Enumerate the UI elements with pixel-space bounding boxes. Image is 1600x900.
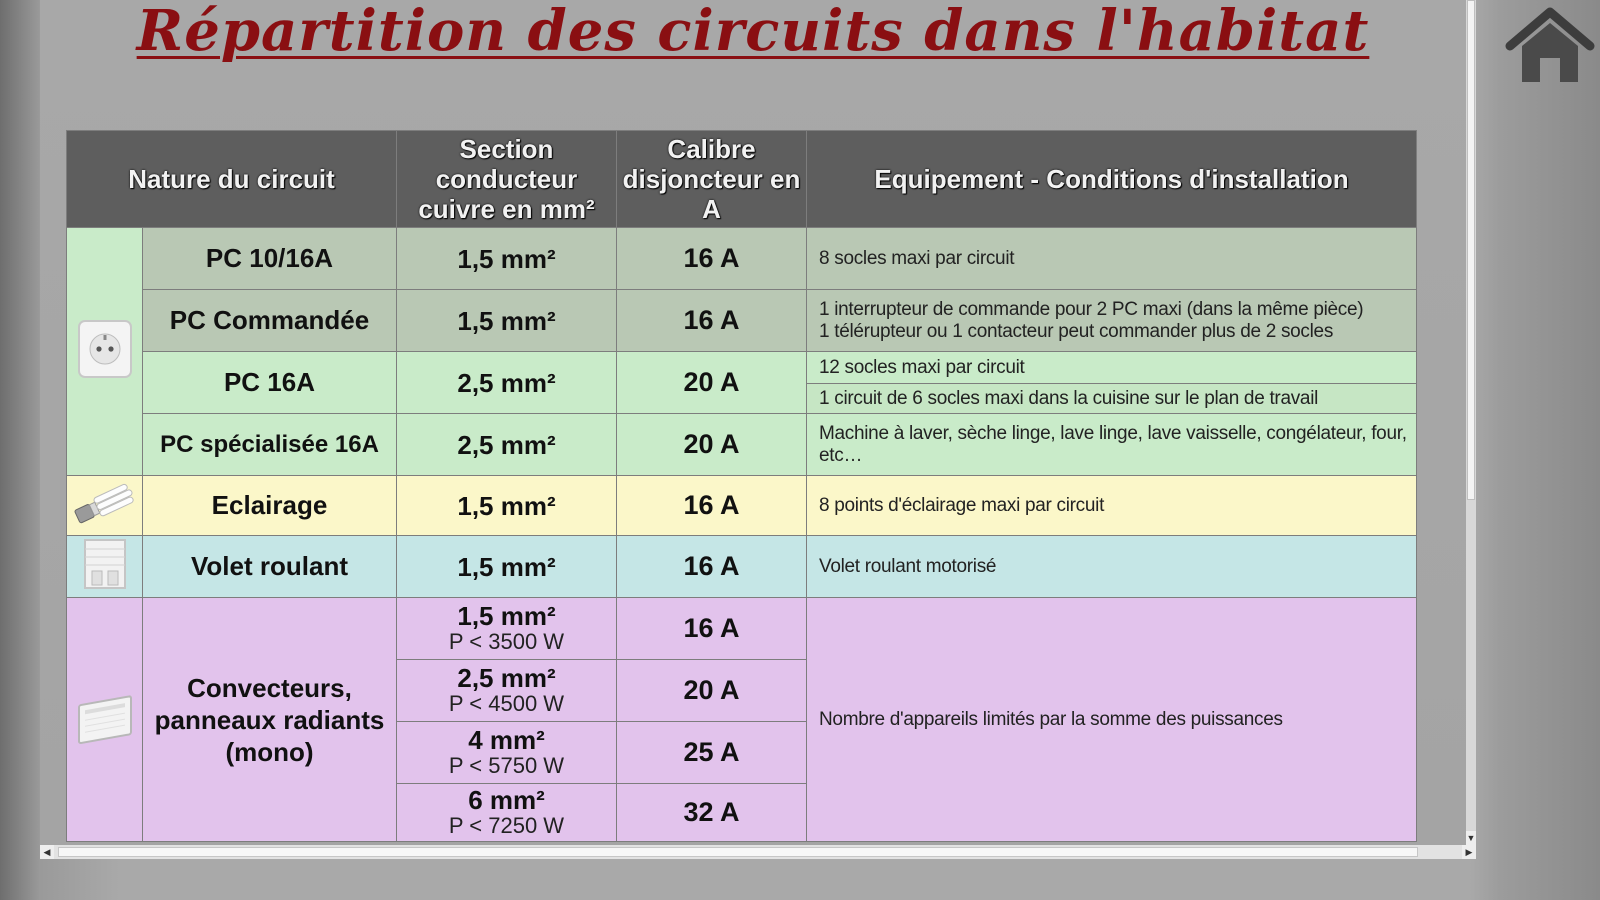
equip-text: 1 télérupteur ou 1 contacteur peut commander plus de 2 socles xyxy=(819,320,1334,342)
section-value: 6 mm² xyxy=(468,784,545,815)
row-label: PC 10/16A xyxy=(143,228,397,290)
row-section: 2,5 mm² xyxy=(397,352,617,414)
row-label: Volet roulant xyxy=(143,536,397,598)
header-equipement: Equipement - Conditions d'installation xyxy=(807,131,1417,228)
horizontal-scrollbar[interactable] xyxy=(40,845,1476,859)
row-section xyxy=(397,722,617,784)
circuits-table xyxy=(66,130,1417,842)
row-calibre: 16 A xyxy=(617,598,807,660)
equip-text: 8 points d'éclairage maxi par circuit xyxy=(819,494,1105,516)
power-limit: P < 5750 W xyxy=(448,752,565,778)
row-equipement xyxy=(807,290,1417,352)
row-label: PC 16A xyxy=(143,352,397,414)
equip-text: 8 socles maxi par circuit xyxy=(819,247,1015,269)
table-row xyxy=(67,476,1417,536)
row-section xyxy=(397,784,617,842)
row-calibre: 16 A xyxy=(617,290,807,352)
power-limit: P < 4500 W xyxy=(448,690,565,716)
header-section: Section conducteur cuivre en mm² xyxy=(397,131,617,228)
eclairage-icon-cell xyxy=(67,476,143,536)
row-section: 2,5 mm² xyxy=(397,414,617,476)
row-section xyxy=(397,660,617,722)
equip-text: 1 interrupteur de commande pour 2 PC maxi (dans la même pièce) xyxy=(819,298,1364,320)
document-page xyxy=(40,0,1466,858)
table-row xyxy=(67,290,1417,352)
row-calibre: 25 A xyxy=(617,722,807,784)
table-row xyxy=(67,414,1417,476)
row-calibre: 16 A xyxy=(617,228,807,290)
horizontal-scroll-thumb[interactable] xyxy=(58,847,1418,857)
power-limit: P < 7250 W xyxy=(448,812,565,838)
row-calibre: 20 A xyxy=(617,660,807,722)
row-equipement xyxy=(807,598,1417,842)
scroll-down-arrow-icon[interactable]: ▼ xyxy=(1466,833,1476,843)
volet-icon-cell xyxy=(67,536,143,598)
row-calibre: 20 A xyxy=(617,352,807,414)
row-equipement xyxy=(807,384,1417,414)
equip-text: 12 socles maxi par circuit xyxy=(819,356,1025,378)
header-nature: Nature du circuit xyxy=(67,131,397,228)
light-bulb-icon xyxy=(70,478,140,528)
row-calibre: 20 A xyxy=(617,414,807,476)
row-section: 1,5 mm² xyxy=(397,228,617,290)
equip-text: Volet roulant motorisé xyxy=(819,555,997,577)
row-section: 1,5 mm² xyxy=(397,536,617,598)
table-row xyxy=(67,536,1417,598)
heater-panel-icon xyxy=(75,686,135,748)
table-row xyxy=(67,228,1417,290)
power-limit: P < 3500 W xyxy=(448,628,565,654)
table-row xyxy=(67,352,1417,384)
equip-text: Machine à laver, sèche linge, lave linge, lave vaisselle, congélateur, four, etc… xyxy=(819,422,1407,466)
power-socket-icon xyxy=(77,319,133,379)
row-equipement xyxy=(807,228,1417,290)
equip-text: 1 circuit de 6 socles maxi dans la cuisine sur le plan de travail xyxy=(819,387,1319,409)
row-label: PC spécialisée 16A xyxy=(143,414,397,476)
row-section: 1,5 mm² xyxy=(397,476,617,536)
table-row xyxy=(67,598,1417,660)
scroll-right-arrow-icon[interactable]: ▶ xyxy=(1462,845,1476,859)
vertical-scrollbar[interactable] xyxy=(1466,0,1476,845)
section-value: 1,5 mm² xyxy=(457,600,556,631)
scroll-left-arrow-icon[interactable]: ◀ xyxy=(40,845,54,859)
row-section: 1,5 mm² xyxy=(397,290,617,352)
chauffage-icon-cell xyxy=(67,598,143,842)
equip-text: Nombre d'appareils limités par la somme des puissances xyxy=(819,708,1283,730)
section-value: 4 mm² xyxy=(468,724,545,755)
roller-shutter-icon xyxy=(82,537,128,591)
page-title: Répartition des circuits dans l'habitat xyxy=(136,0,1370,64)
row-equipement xyxy=(807,476,1417,536)
prises-icon-cell xyxy=(67,228,143,476)
row-label: Eclairage xyxy=(143,476,397,536)
row-equipement xyxy=(807,414,1417,476)
vertical-scroll-thumb[interactable] xyxy=(1467,0,1475,500)
header-calibre: Calibre disjoncteur en A xyxy=(617,131,807,228)
section-value: 2,5 mm² xyxy=(457,662,556,693)
row-label: Convecteurs, panneaux radiants (mono) xyxy=(143,598,397,842)
row-equipement xyxy=(807,536,1417,598)
table-header-row xyxy=(67,131,1417,228)
row-section xyxy=(397,598,617,660)
home-button[interactable] xyxy=(1504,6,1596,86)
row-calibre: 32 A xyxy=(617,784,807,842)
home-icon xyxy=(1504,6,1596,86)
row-calibre: 16 A xyxy=(617,476,807,536)
row-equipement xyxy=(807,352,1417,384)
row-label: PC Commandée xyxy=(143,290,397,352)
row-calibre: 16 A xyxy=(617,536,807,598)
